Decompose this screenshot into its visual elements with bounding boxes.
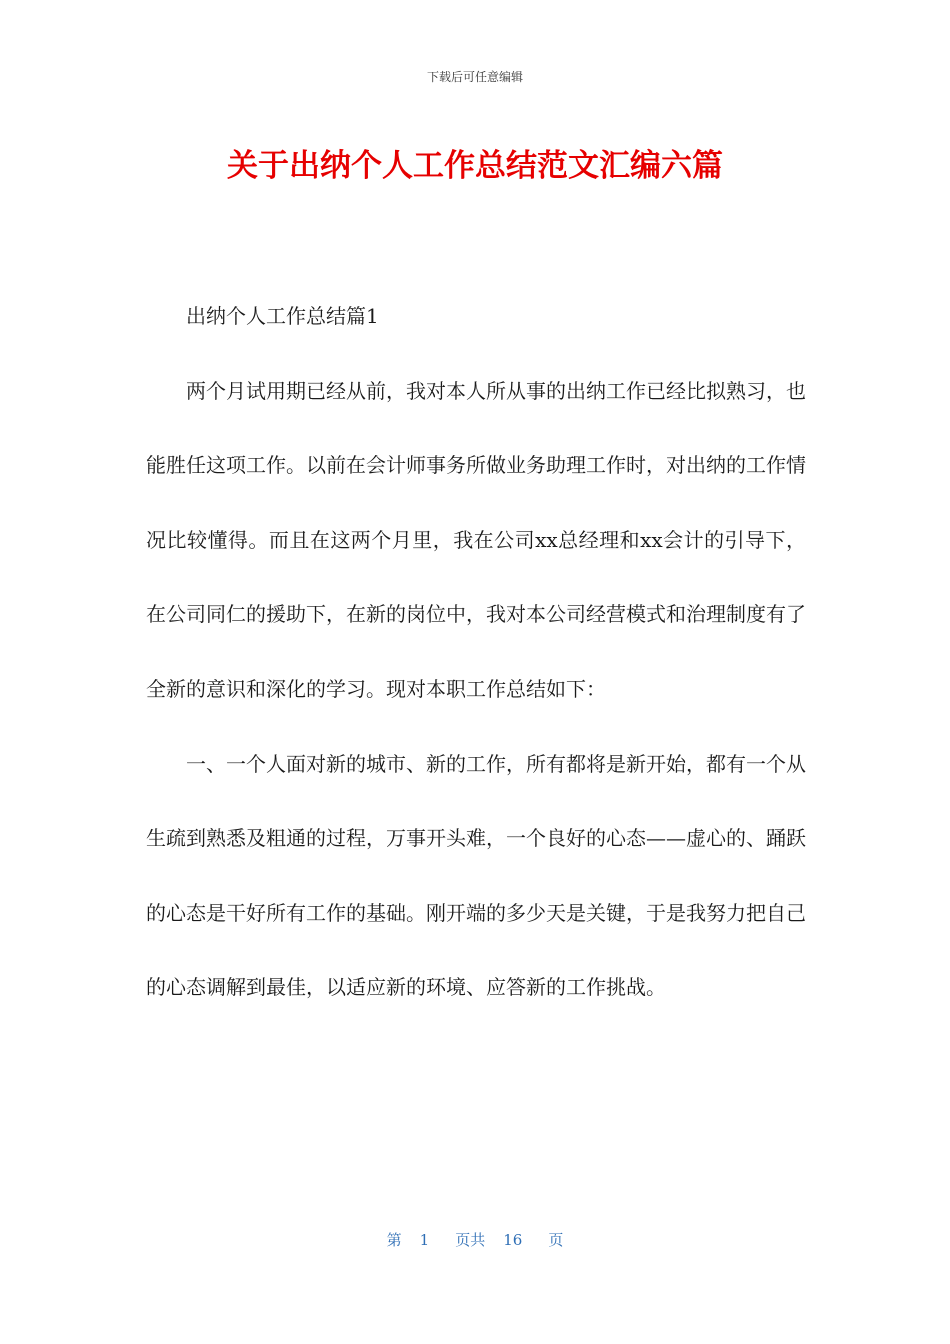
section-heading: 出纳个人工作总结篇1 <box>186 304 379 328</box>
paragraph-1: 两个月试用期已经从前，我对本人所从事的出纳工作已经比拟熟习，也能胜任这项工作。以前在会计师事务所做业务助理工作时，对出纳的工作情况比较懂得。而且在这两个月里，我在公司xx总经理和xx会计的引导下，在公司同仁的援助下，在新的岗位中，我对本公司经营模式和治理制度有了全新的意识和深化的学习。现对本职工作总结如下： <box>146 378 806 701</box>
page-footer <box>0 1229 950 1250</box>
footer-page-middle: 页共 <box>455 1231 486 1249</box>
footer-total-pages: 16 <box>503 1231 523 1249</box>
footer-page-suffix: 页 <box>548 1231 564 1249</box>
header-note: 下载后可任意编辑 <box>426 70 523 84</box>
footer-page-number: 1 <box>419 1231 430 1249</box>
footer-page-prefix: 第 <box>386 1231 402 1249</box>
document-title: 关于出纳个人工作总结范文汇编六篇 <box>227 148 723 184</box>
document-body <box>146 279 806 1025</box>
paragraph-2: 一、一个人面对新的城市、新的工作，所有都将是新开始，都有一个从生疏到熟悉及粗通的过程，万事开头难，一个良好的心态——虚心的、踊跃的心态是干好所有工作的基础。刚开端的多少天是关键，于是我努力把自己的心态调解到最佳，以适应新的环境、应答新的工作挑战。 <box>146 751 806 1000</box>
